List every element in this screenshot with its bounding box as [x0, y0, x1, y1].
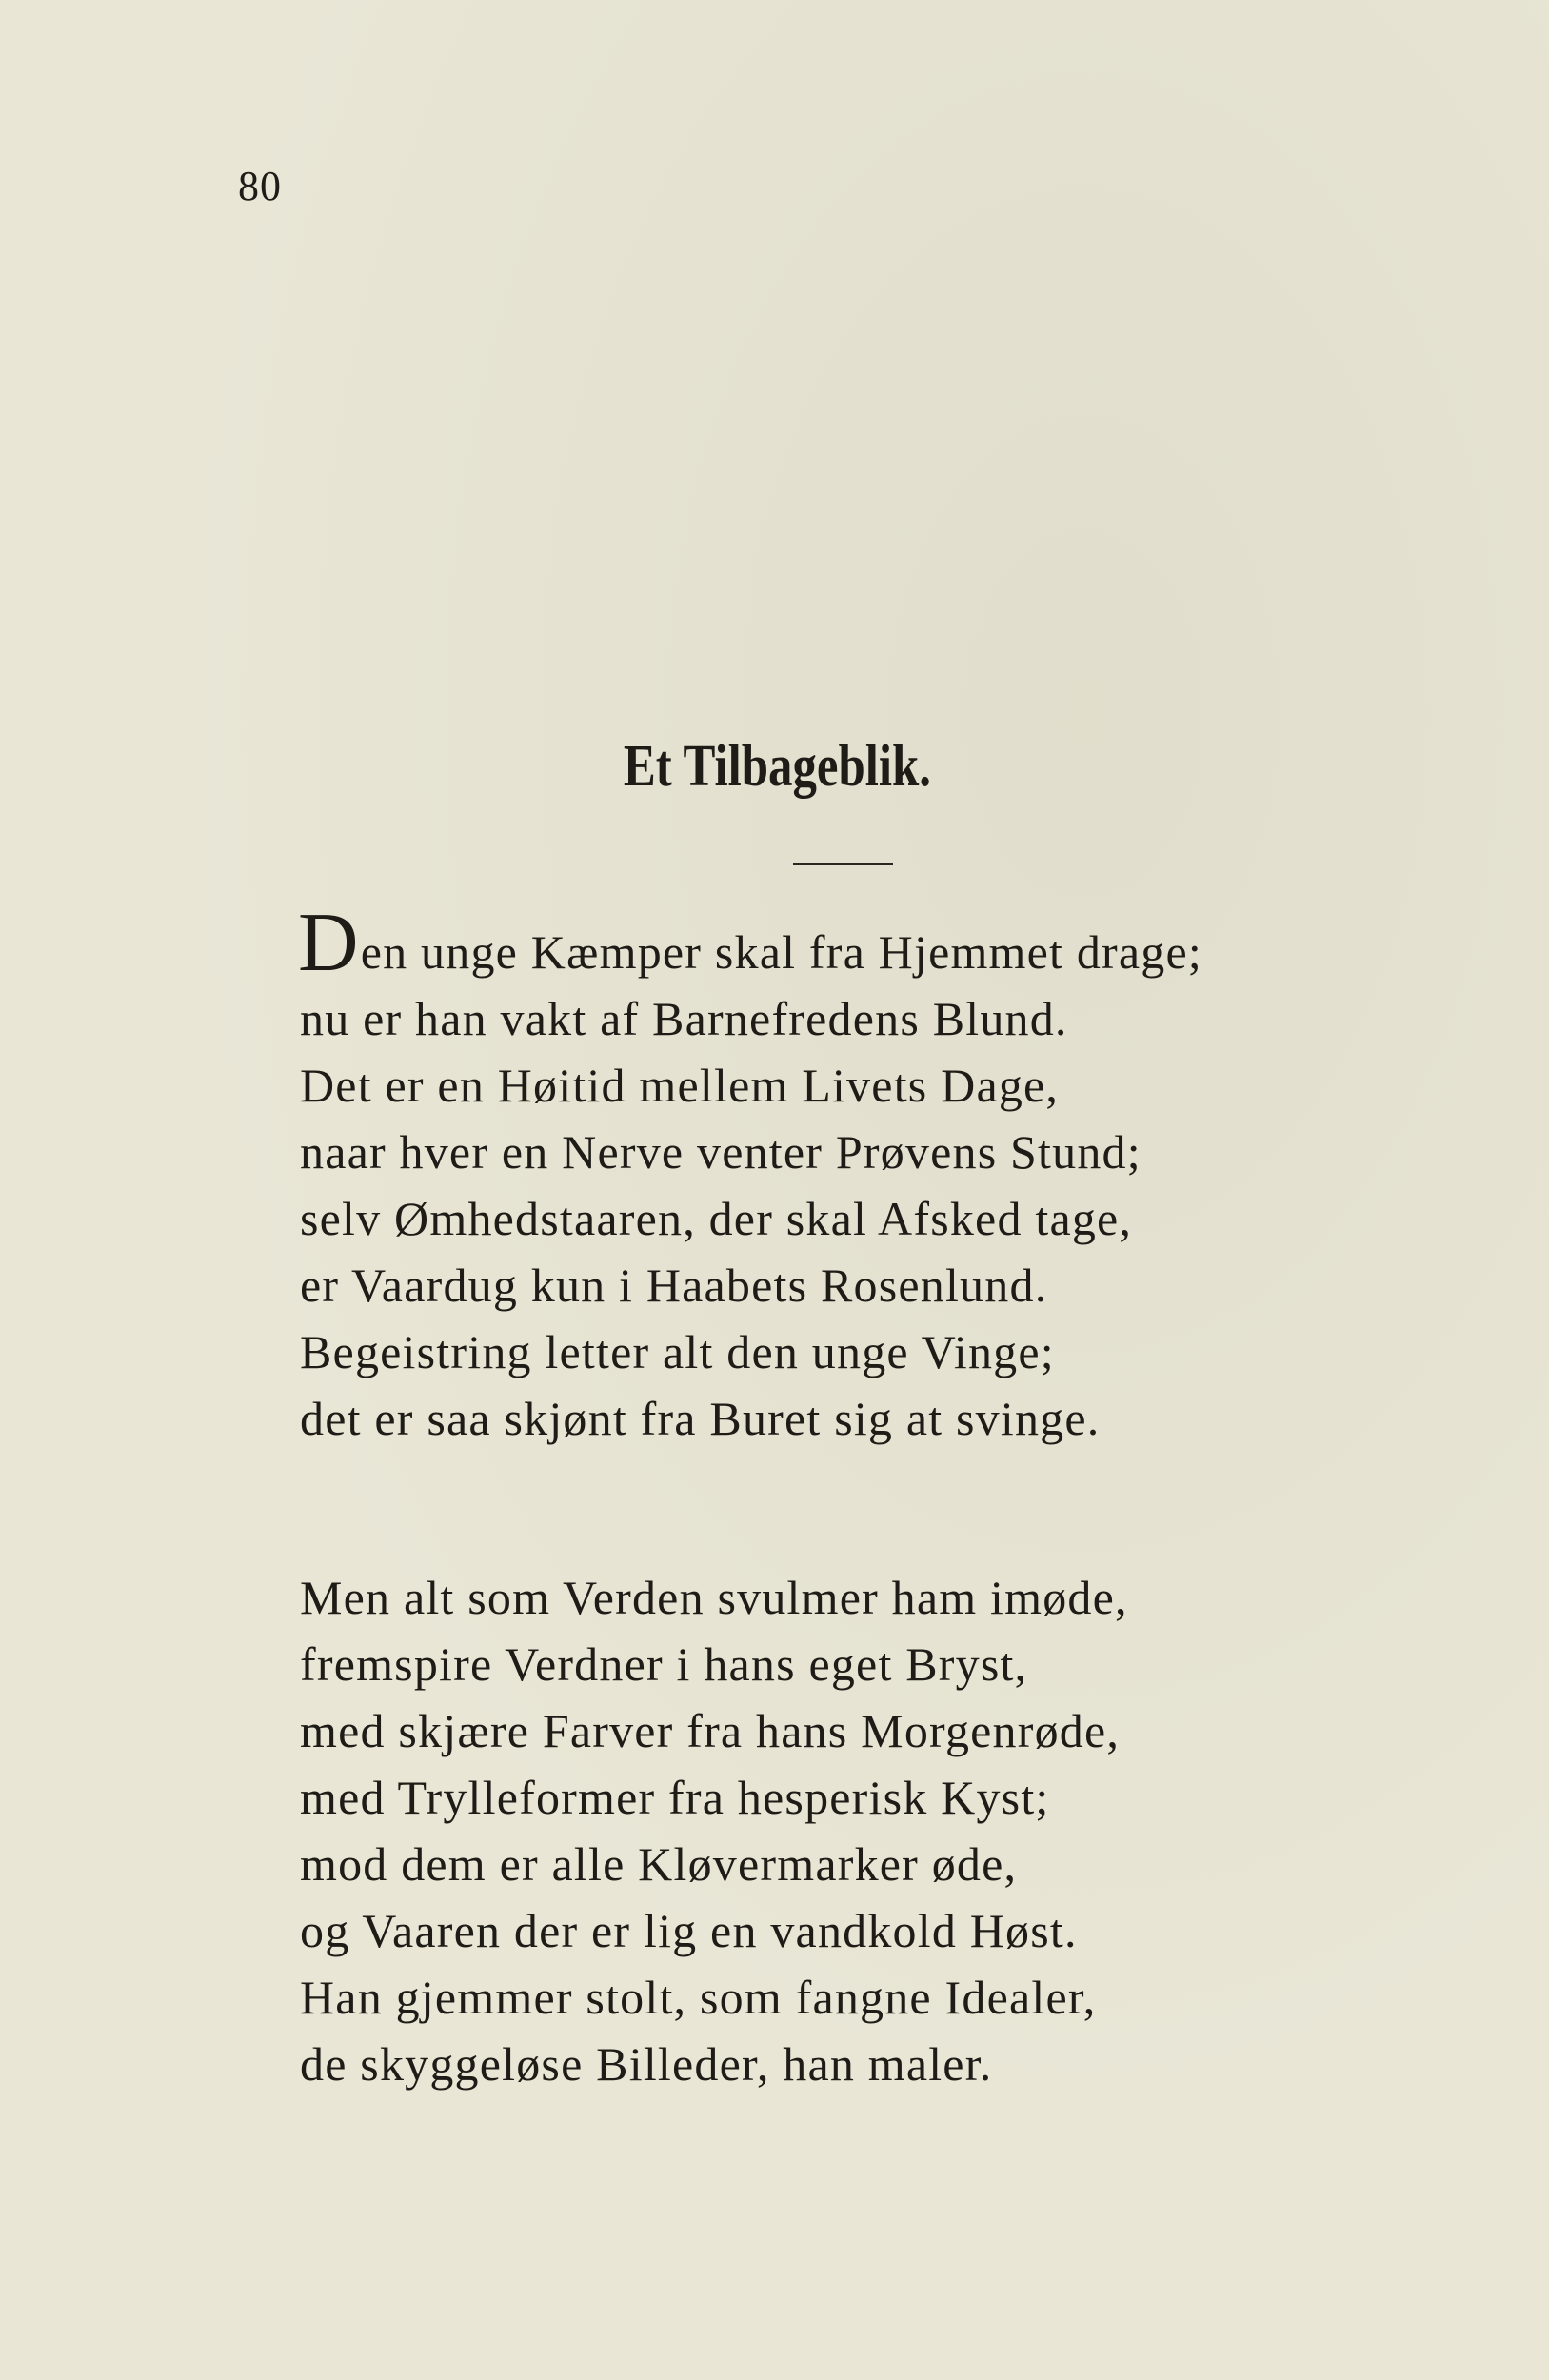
stanza-1: [298, 897, 1202, 1452]
poem-line: Begeistring letter alt den unge Vinge;: [300, 1325, 1055, 1378]
poem-line: og Vaaren der er lig en vandkold Høst.: [300, 1904, 1078, 1957]
drop-cap-initial: D: [298, 897, 360, 989]
poem-line: Han gjemmer stolt, som fangne Idealer,: [300, 1971, 1097, 2024]
poem-line: Men alt som Verden svulmer ham imøde,: [300, 1571, 1128, 1624]
poem-line: det er saa skjønt fra Buret sig at svinge.: [300, 1392, 1101, 1445]
poem-line: Det er en Høitid mellem Livets Dage,: [300, 1059, 1060, 1112]
stanza-2: [300, 1564, 1128, 2097]
poem-line: [298, 897, 1202, 989]
poem-line: med Trylleformer fra hesperisk Kyst;: [300, 1771, 1050, 1824]
poem-line: fremspire Verdner i hans eget Bryst,: [300, 1637, 1028, 1691]
poem-line: mod dem er alle Kløvermarker øde,: [300, 1837, 1018, 1891]
poem-line: selv Ømhedstaaren, der skal Afsked tage,: [300, 1192, 1133, 1245]
poem-line: er Vaardug kun i Haabets Rosenlund.: [300, 1259, 1048, 1312]
page-number: 80: [238, 163, 282, 209]
poem-line: naar hver en Nerve venter Prøvens Stund;: [300, 1125, 1142, 1179]
first-line-text: en unge Kæmper skal fra Hjemmet drage;: [360, 925, 1202, 979]
poem-line: de skyggeløse Billeder, han maler.: [300, 2037, 993, 2091]
poem-line: nu er han vakt af Barnefredens Blund.: [300, 992, 1068, 1045]
title-divider: [793, 863, 893, 865]
poem-title: Et Tilbageblik.: [623, 734, 931, 799]
poem-line: med skjære Farver fra hans Morgenrøde,: [300, 1704, 1121, 1757]
